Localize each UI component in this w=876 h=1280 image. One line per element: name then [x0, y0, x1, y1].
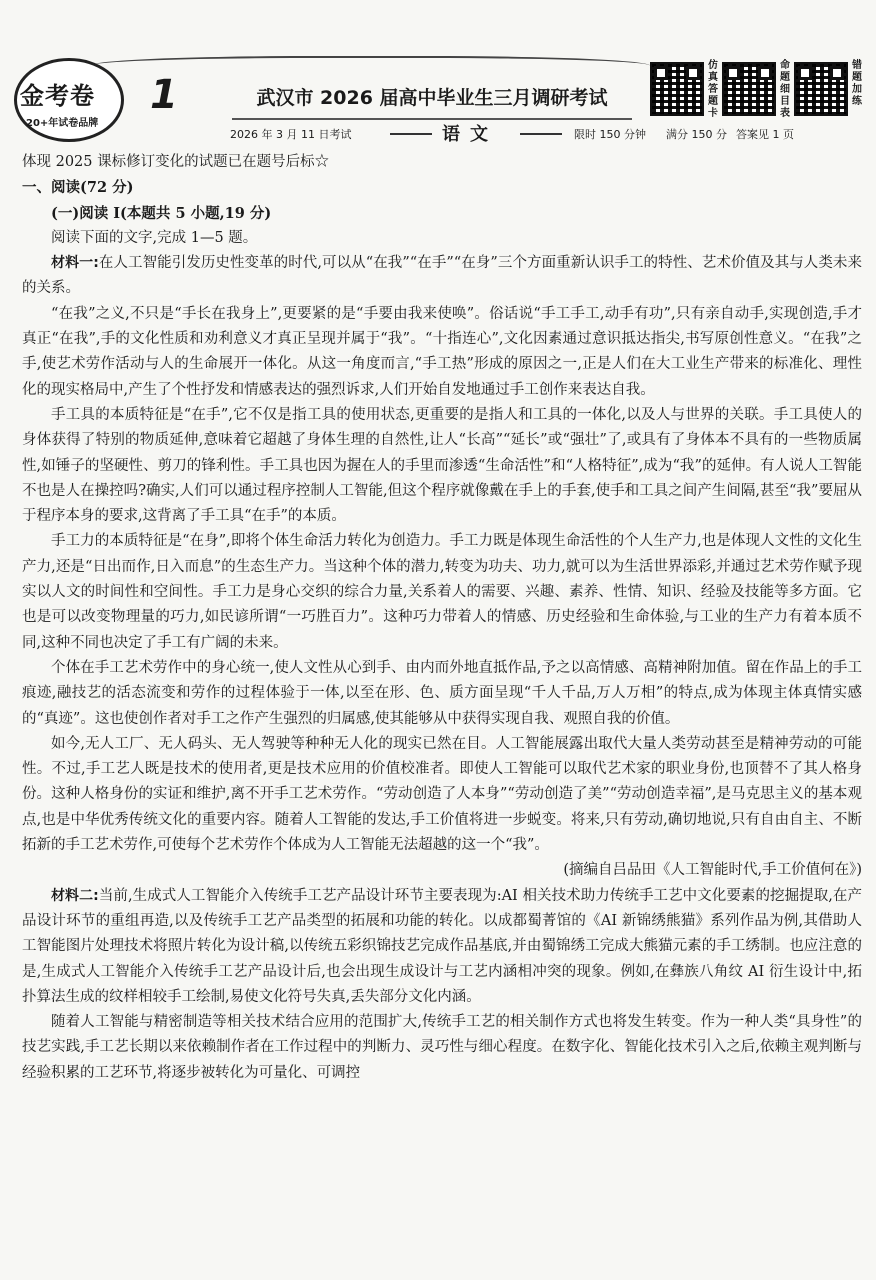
time-limit: 限时 150 分钟 — [574, 128, 646, 141]
divider-right — [520, 133, 562, 135]
divider-left — [390, 133, 432, 135]
qr-code-detail-table-icon[interactable] — [722, 62, 776, 116]
answer-page: 答案见 1 页 — [736, 128, 794, 141]
material2-paragraph-2: 随着人工智能与精密制造等相关技术结合应用的范围扩大,传统手工艺的相关制作方式也将发生转变。作为一种人类“具身性”的技艺实践,手工艺长期以来依赖制作者在工作过程中的判断力、灵巧性与细心程度。在数字化、智能化技术引入之后,依赖主观判断与经验积累的工艺环节,将逐步被转化为可量化、可调控 — [22, 1014, 862, 1081]
material1-label: 材料一: — [51, 255, 99, 272]
material1-paragraph-2: “在我”之义,不只是“手长在我身上”,更要紧的是“手要由我来使唤”。俗话说“手工手工,动手有功”,只有亲自动手,实现创造,手才真正“在我”,手的文化性质和劝利意义才真正呈现并属于“我”。“十指连心”,文化因素通过意识抵达指尖,书写原创性意义。“在我”之手,使艺术劳作活动与人的生命展开一体化。从这一角度而言,“手工热”形成的原因之一,正是人们在大工业生产带来的标准化、理性化的现实格局中,产生了个性抒发和情感表达的强烈诉求,人们开始自发地通过手工创作来表达自我。 — [22, 305, 862, 398]
material2-text-1: 当前,生成式人工智能介入传统手工艺产品设计环节主要表现为:AI 相关技术助力传统手工艺中文化要素的挖掘提取,在产品设计环节的重组再造,以及传统手工艺产品类型的拓展和功能的转化。以成都蜀菁馆的《AI 新锦绣熊猫》系列作品为例,其借助人工智能图片处理技术将照片转化为设计稿,以传统五彩织锦技艺完成作品基底,并由蜀锦绣工完成大熊猫元素的手工绣制。也应注意的是,生成式人工智能介入传统手工艺产品设计后,也会出现生成设计与工艺内涵相冲突的现象。例如,在彝族八角纹 AI 衍生设计中,拓扑算法生成的纹样相较手工绘制,易使文化符号失真,丢失部分文化内涵。 — [22, 887, 862, 1005]
material2-label: 材料二: — [51, 887, 99, 904]
material1-source: (摘编自吕品田《人工智能时代,手工价值何在》) — [563, 862, 862, 879]
material1-paragraph-6: 如今,无人工厂、无人码头、无人驾驶等种种无人化的现实已然在目。人工智能展露出取代大量人类劳动甚至是精神劳动的可能性。不过,手工艺人既是技术的使用者,更是技术应用的价值校准者。即使人工智能可以取代艺术家的职业身份,也顶替不了其人格身份。这种人格身份的实证和维护,离不开手工艺术劳作。“劳动创造了人本身”“劳动创造了美”“劳动创造幸福”,是马克思主义的基本观点,也是中华优秀传统文化的重要内容。随着人工智能的发达,手工价值将进一步蜕变。将来,只有劳动,确切地说,只有自由自主、不断拓新的手工艺术劳作,可使每个艺术劳作个体成为人工智能无法超越的这一个“我”。 — [22, 735, 862, 854]
material1-paragraph-4: 手工力的本质特征是“在身”,即将个体生命活力转化为创造力。手工力既是体现生命活性的个人生产力,也是体现人文性的文化生产力,还是“日出而作,日入而息”的生态生产力。当这种个体的潜力,转变为功夫、功力,就可以为生活世界添彩,并通过艺术劳作赋予现实以人文的时间性和空间性。手工力是身心交织的综合力量,关系着人的需要、兴趣、素养、性情、知识、经验及技能等多方面。它也是可以改变物理量的巧力,如民谚所谓“一巧胜百力”。这种巧力带着人的情感、历史经验和生命体验,与工业的生产力有着本质不同,这种不同也决定了手工有广阔的未来。 — [22, 533, 862, 651]
qr-label-detail-table: 命题细目表 — [780, 60, 790, 119]
exam-header — [0, 0, 876, 150]
qr-code-error-practice-icon[interactable] — [794, 62, 848, 116]
exam-info-row — [210, 122, 810, 144]
notice-line: 体现 2025 课标修订变化的试题已在题号后标☆ — [22, 154, 330, 170]
exam-date: 2026 年 3 月 11 日考试 — [230, 128, 352, 141]
material2-paragraph-1 — [22, 884, 862, 1010]
exam-subject: 语文 — [442, 124, 498, 145]
instruction: 阅读下面的文字,完成 1—5 题。 — [51, 229, 258, 246]
exam-content — [22, 150, 862, 1086]
section-title: 一、阅读(72 分) — [22, 179, 134, 197]
logo-text: 金考卷 — [20, 81, 95, 110]
qr-label-error-practice: 错题加练 — [852, 60, 862, 107]
material1-paragraph-3: 手工具的本质特征是“在手”,它不仅是指工具的使用状态,更重要的是指人和工具的一体化,以及人与世界的关联。手工具使人的身体获得了特别的物质延伸,意味着它超越了身体生理的自然性,让人“长高”“延长”或“强壮”了,或具有了身体本不具有的一些物质属性,如锤子的坚硬性、剪刀的锋利性。手工具也因为握在人的手里而渗透“生命活性”和“人格特征”,成为“我”的延伸。有人说人工智能不也是人在操控吗?确实,人们可以通过程序控制人工智能,但这个程序就像戴在手上的手套,使手和工具之间产生间隔,甚至“我”要屈从于程序本身的要求,这背离了手工具“在手”的本质。 — [22, 406, 862, 525]
paper-number: 1 — [150, 72, 178, 118]
exam-title: 武汉市 2026 届高中毕业生三月调研考试 — [232, 74, 632, 120]
subsection-title: (一)阅读 Ⅰ(本题共 5 小题,19 分) — [51, 204, 272, 222]
logo-subtitle: 20+年试卷品牌 — [26, 118, 99, 129]
material1-paragraph-1 — [22, 251, 862, 302]
qr-label-answer-sheet: 仿真答题卡 — [708, 60, 718, 119]
material1-paragraph-5: 个体在手工艺术劳作中的身心统一,使人文性从心到手、由内而外地直抵作品,予之以高情感、高精神附加值。留在作品上的手工痕迹,融技艺的活态流变和劳作的过程体验于一体,以至在形、色、质方面呈现“千人千品,万人万相”的特点,成为体现主体真情实感的“真迹”。这也使创作者对手工之作产生强烈的归属感,使其能够从中获得实现自我、观照自我的价值。 — [22, 659, 862, 727]
material1-text-1: 在人工智能引发历史性变革的时代,可以从“在我”“在手”“在身”三个方面重新认识手工的特性、艺术价值及其与人类未来的关系。 — [22, 255, 862, 297]
full-score: 满分 150 分 — [666, 128, 727, 141]
qr-code-answer-sheet-icon[interactable] — [650, 62, 704, 116]
